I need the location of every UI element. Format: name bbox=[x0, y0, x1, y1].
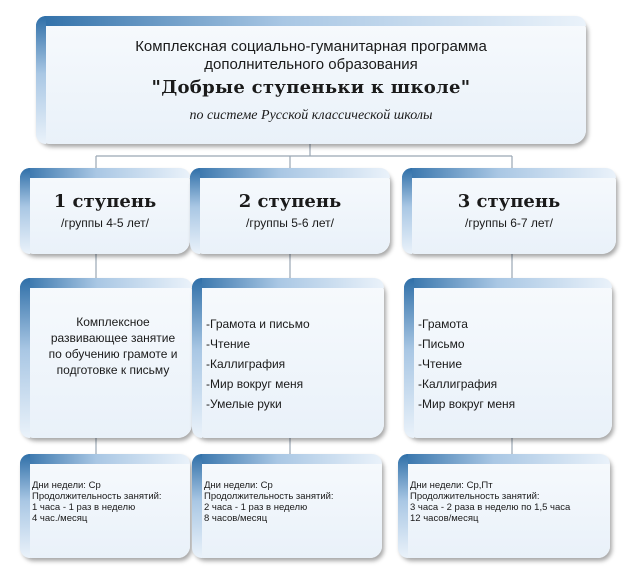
stage-3-schedule-duration-label: Продолжительность занятий: bbox=[410, 491, 540, 502]
stage-1-name: 1 ступень bbox=[53, 191, 157, 212]
stage-1-ages: /группы 4-5 лет/ bbox=[61, 216, 149, 230]
stage-1-content-line: подготовке к письму bbox=[56, 363, 170, 377]
program-title: "Добрые ступеньки к школе" bbox=[151, 77, 471, 98]
stage-3-schedule-monthly: 12 часов/месяц bbox=[410, 513, 479, 524]
stage-2-subject: -Каллиграфия bbox=[206, 357, 286, 371]
program-subtitle: по системе Русской классической школы bbox=[189, 108, 433, 123]
stage-3-schedule-days: Дни недели: Ср,Пт bbox=[410, 480, 493, 491]
stage-1-schedule-frequency: 1 часа - 1 раз в неделю bbox=[32, 502, 136, 513]
stage-2-box bbox=[190, 168, 390, 254]
stage-2-subject: -Чтение bbox=[206, 337, 251, 351]
stage-2-schedule-frequency: 2 часа - 1 раз в неделю bbox=[204, 502, 308, 513]
stage-2-schedule-monthly: 8 часов/месяц bbox=[204, 513, 268, 524]
stage-1-schedule-duration-label: Продолжительность занятий: bbox=[32, 491, 162, 502]
stage-3-subject: -Каллиграфия bbox=[418, 377, 498, 391]
stage-1-schedule-box bbox=[20, 454, 190, 558]
stage-3-name: 3 ступень bbox=[457, 191, 561, 212]
program-title-box bbox=[36, 16, 586, 144]
stage-3-subject: -Чтение bbox=[418, 357, 463, 371]
stage-2-content-box bbox=[192, 278, 384, 438]
stage-3-subject: -Мир вокруг меня bbox=[418, 397, 516, 411]
stage-1-content-line: развивающее занятие bbox=[50, 331, 176, 345]
stage-3-schedule-box bbox=[398, 454, 610, 558]
stage-1-schedule-days: Дни недели: Ср bbox=[32, 480, 101, 491]
stage-3-content-box bbox=[404, 278, 612, 438]
stage-2-schedule-duration-label: Продолжительность занятий: bbox=[204, 491, 334, 502]
stage-2-subject: -Грамота и письмо bbox=[206, 317, 310, 331]
stage-2-subject: -Мир вокруг меня bbox=[206, 377, 304, 391]
stage-1-content-line: Комплексное bbox=[76, 315, 150, 329]
stage-2-subject: -Умелые руки bbox=[206, 397, 282, 411]
stage-2-schedule-box bbox=[192, 454, 382, 558]
stage-3-schedule-frequency: 3 часа - 2 раза в неделю по 1,5 часа bbox=[410, 502, 571, 513]
stage-1-content-line: по обучению грамоте и bbox=[48, 347, 178, 361]
stage-2-schedule-days: Дни недели: Ср bbox=[204, 480, 273, 491]
stage-1-box bbox=[20, 168, 190, 254]
stage-1-schedule-monthly: 4 час./месяц bbox=[32, 513, 88, 524]
stage-2-ages: /группы 5-6 лет/ bbox=[246, 216, 334, 230]
stage-3-subject: -Грамота bbox=[418, 317, 468, 331]
stage-1-content-box bbox=[20, 278, 192, 438]
stage-3-subject: -Письмо bbox=[418, 337, 465, 351]
program-name-line2: дополнительного образования bbox=[204, 56, 418, 73]
stage-2-name: 2 ступень bbox=[238, 191, 342, 212]
stage-3-box bbox=[402, 168, 616, 254]
program-name-line1: Комплексная социально-гуманитарная программа bbox=[135, 38, 487, 55]
stage-3-ages: /группы 6-7 лет/ bbox=[465, 216, 553, 230]
